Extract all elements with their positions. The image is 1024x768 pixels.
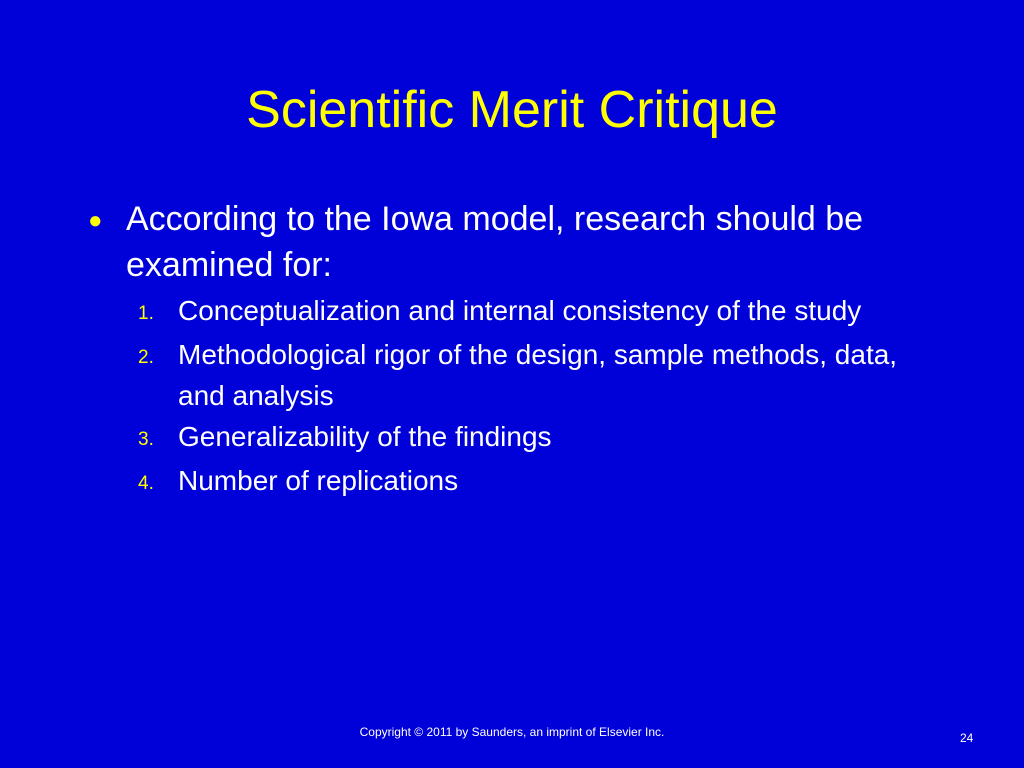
list-item-number: 2. <box>138 347 154 368</box>
list-item-text: Conceptualization and internal consistency of the study <box>178 295 862 326</box>
list-item-number: 3. <box>138 429 154 450</box>
list-item <box>138 334 968 416</box>
list-item <box>138 290 968 334</box>
list-item-text: Methodological rigor of the design, sample methods, data, and analysis <box>178 339 898 411</box>
bullet-dot-icon: ● <box>88 207 103 234</box>
list-item-text: Generalizability of the findings <box>178 421 552 452</box>
list-item-number: 4. <box>138 473 154 494</box>
slide-content <box>88 196 968 504</box>
list-item <box>138 460 968 504</box>
main-bullet-text: According to the Iowa model, research should be examined for: <box>126 200 864 284</box>
slide-title: Scientific Merit Critique <box>246 81 778 139</box>
copyright-footer: Copyright © 2011 by Saunders, an imprint of Elsevier Inc. <box>359 725 665 739</box>
list-item <box>138 416 968 460</box>
main-bullet <box>88 196 968 288</box>
numbered-list <box>138 290 968 504</box>
page-number: 24 <box>960 731 974 745</box>
list-item-text: Number of replications <box>178 465 459 496</box>
list-item-number: 1. <box>138 303 154 324</box>
